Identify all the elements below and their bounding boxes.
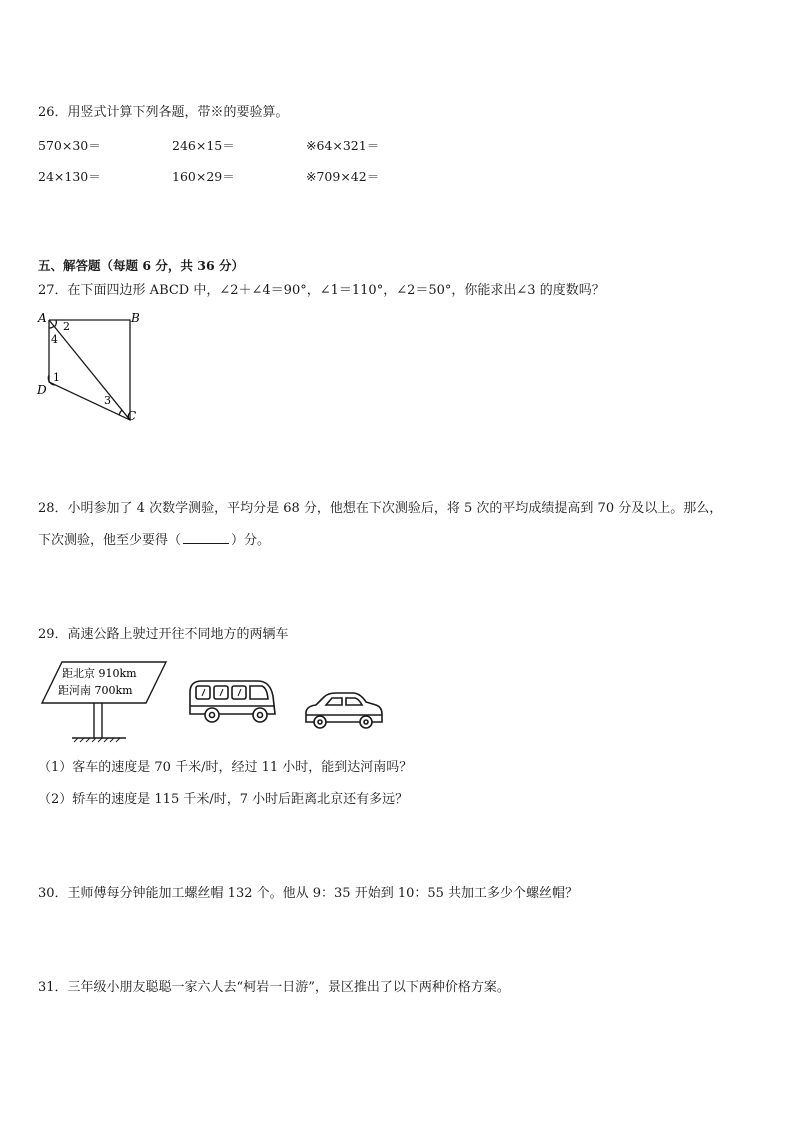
car-icon <box>306 693 382 728</box>
quadrilateral-abcd-figure <box>34 308 154 426</box>
calc-160x29: 160×29＝ <box>172 169 235 184</box>
calc-246x15: 246×15＝ <box>172 138 235 153</box>
bus-icon <box>190 681 275 722</box>
calc-64x321: ※64×321＝ <box>306 138 380 153</box>
angle-label-3: 3 <box>104 394 111 407</box>
vertex-label-a: A <box>38 311 47 325</box>
question-29-sub1: （1）客车的速度是 70 千米/时，经过 11 小时，能到达河南吗？ <box>38 760 413 775</box>
question-28-line2 <box>38 531 270 550</box>
vertex-label-c: C <box>127 409 137 423</box>
angle-label-1: 1 <box>53 371 60 384</box>
angle-label-2: 2 <box>63 320 70 333</box>
road-sign-line2: 距河南 700km <box>58 684 133 697</box>
highway-scene-illustration <box>36 658 386 746</box>
answer-blank[interactable] <box>183 531 229 544</box>
angle-label-4: 4 <box>51 333 58 346</box>
calc-709x42: ※709×42＝ <box>306 169 380 184</box>
question-29-sub2: （2）轿车的速度是 115 千米/时，7 小时后距离北京还有多远？ <box>38 792 409 807</box>
vertex-label-b: B <box>131 311 140 325</box>
vertex-label-d: D <box>37 383 47 397</box>
question-29-text: 29．高速公路上驶过开往不同地方的两辆车 <box>38 627 289 642</box>
question-27-text: 27．在下面四边形 ABCD 中，∠2＋∠4＝90°，∠1＝110°，∠2＝50°，你能求出∠3 的度数吗？ <box>38 283 605 298</box>
question-28-line1: 28．小明参加了 4 次数学测验，平均分是 68 分，他想在下次测验后，将 5 次的平均成绩提高到 70 分及以上。那么， <box>38 501 723 516</box>
question-26-text: 26．用竖式计算下列各题，带※的要验算。 <box>38 105 289 120</box>
question-30-text: 30．王师傅每分钟能加工螺丝帽 132 个。他从 9：35 开始到 10：55 共加工多少个螺丝帽？ <box>38 886 579 901</box>
question-28-line2-after: ）分。 <box>231 533 271 548</box>
question-28-line2-before: 下次测验，他至少要得（ <box>38 533 182 548</box>
road-sign-line1: 距北京 910km <box>62 667 137 680</box>
section-5-title: 五、解答题（每题 6 分，共 36 分） <box>38 258 245 273</box>
calc-570x30: 570×30＝ <box>38 138 101 153</box>
question-31-text: 31．三年级小朋友聪聪一家六人去“柯岩一日游”，景区推出了以下两种价格方案。 <box>38 980 510 995</box>
calc-24x130: 24×130＝ <box>38 169 101 184</box>
